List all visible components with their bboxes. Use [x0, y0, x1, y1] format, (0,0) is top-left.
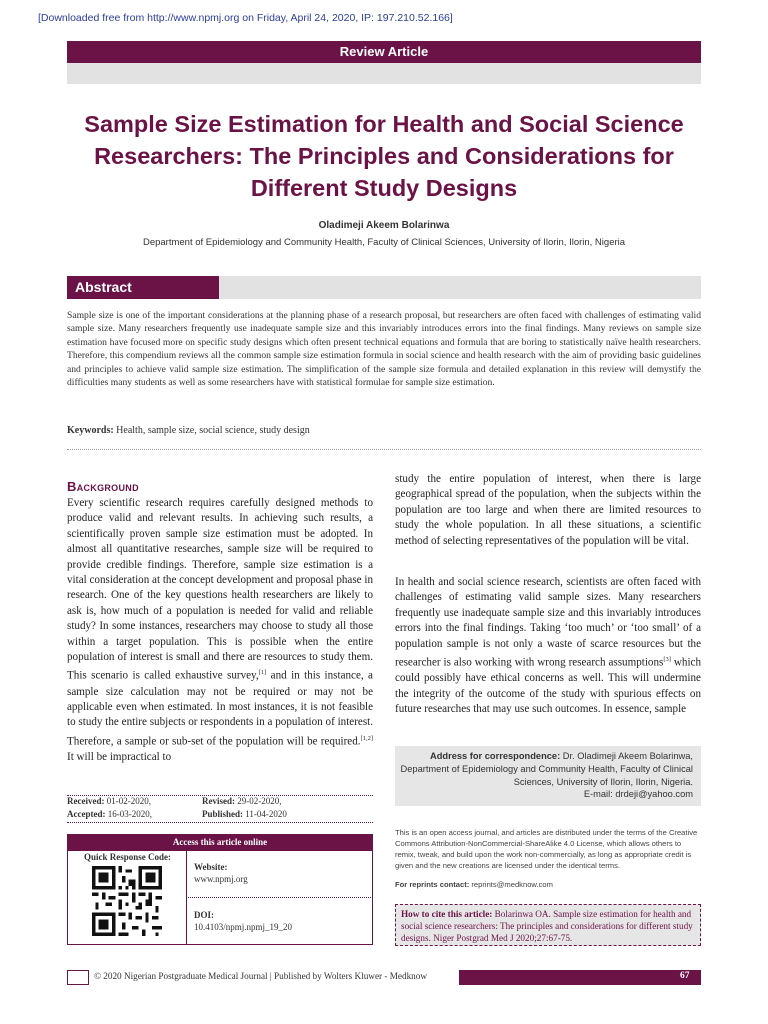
reprints-contact [395, 880, 553, 889]
received-date: 01-02-2020, [104, 796, 151, 806]
dates-divider-bottom [67, 822, 373, 823]
correspondence-institution: Sciences, University of Ilorin, Ilorin, Nigeria. [513, 776, 693, 787]
how-to-cite-text: Bolarinwa OA. Sample size estimation for health and social science researchers: The principles and considerations for different study designs. Niger Postgrad Med J 2020;27:67-75. [401, 909, 693, 944]
correspondence-dept: Department of Epidemiology and Community Health, Faculty of Clinical [400, 763, 693, 774]
article-dates [67, 796, 373, 819]
doi-label: DOI: [194, 910, 214, 920]
footer-copyright: © 2020 Nigerian Postgraduate Medical Journal | Published by Wolters Kluwer - Medknow [94, 971, 427, 981]
citation-ref-2[interactable]: [1,2] [360, 734, 373, 742]
reprints-email[interactable]: reprints@medknow.com [469, 880, 553, 889]
correspondence-name: Dr. Oladimeji Akeem Bolarinwa, [560, 751, 693, 761]
abstract-text: Sample size is one of the important considerations at the planning phase of a research proposal, but researchers are often faced with challenges of estimating valid sample size. Many researchers frequently use inadequate sample size and this invariably introduces errors into the final findings. Many reviews on sample size estimation have focused more on specific study designs which often present technical equations and formula that are boring to statistically naïve health researchers. Therefore, this compendium reviews all the common sample size estimation formula in social science and health research with the aim of providing basic guidelines and principles to achieve valid sample size estimation. The simplification of the sample size formula and detailed explanation in this review will demystify the difficulties many students as well as some researchers have with statistical formulae for sample size estimation. [67, 310, 701, 389]
download-notice: [Downloaded free from http://www.npmj.org on Friday, April 24, 2020, IP: 197.210.52.166] [38, 12, 453, 24]
how-to-cite-box [395, 904, 701, 946]
background-right-paragraph-1: study the entire population of interest, when there is large geographical spread of the population, when the subjects within the population are too large and when there are limited resources to study the whole population. In all these situations, a scientific method of selecting representatives of the population will be vital. [395, 473, 701, 547]
access-online-banner: Access this article online [67, 834, 373, 850]
website-link[interactable]: www.npmj.org [194, 874, 248, 884]
abstract-heading: Abstract [67, 276, 219, 299]
page-number: 67 [680, 971, 690, 981]
published-date: 11-04-2020 [243, 809, 287, 819]
keywords-label: Keywords: [67, 425, 114, 436]
qr-code-label: Quick Response Code: [84, 852, 172, 862]
how-to-cite-label: How to cite this article: [401, 909, 493, 919]
website-label: Website: [194, 862, 228, 872]
qr-code-icon[interactable] [92, 866, 162, 936]
correspondence-box [395, 746, 701, 806]
background-right-paragraph-2 [395, 575, 701, 717]
access-box-hline [186, 897, 373, 898]
abstract-divider [67, 449, 701, 450]
background-paragraph-2: In health and social science research, scientists are often faced with challenges of estimating valid sample sizes. Many researchers frequently use inadequate sample size and this invariably introduces errors into the final findings. Taking ‘too much’ or ‘too small’ of a population sample is not only a waste of scarce resources but the researcher is also working with wrong research assumptions [395, 576, 701, 669]
accepted-date: 16-03-2020, [105, 809, 152, 819]
correspondence-email[interactable]: E-mail: drdeji@yahoo.com [583, 789, 693, 800]
citation-ref-1[interactable]: [1] [258, 669, 267, 677]
citation-ref-3[interactable]: [3] [663, 656, 671, 664]
revised-date: 29-02-2020, [235, 796, 282, 806]
license-notice: This is an open access journal, and articles are distributed under the terms of the Creative Commons Attribution-NonCommercial-ShareAlike 4.0 License, which allows others to remix, tweak, and build upon the work non-commercially, as long as appropriate credit is given and the new creations are licensed under the identical terms. [395, 828, 698, 870]
background-paragraph-1-end: It will be impractical to [67, 750, 172, 763]
background-paragraph-1-cont: and in this instance, a sample size calculation may not be required or may not be applicable even when estimated. In most instances, it is not feasible to study the entire subjects or respondents in a population of interest. Therefore, a sample or sub-set of the population will be required. [67, 670, 373, 748]
keywords-list: Health, sample size, social science, study design [116, 425, 310, 436]
header-gray-band [67, 63, 701, 84]
correspondence-label: Address for correspondence: [430, 751, 561, 761]
article-title: Sample Size Estimation for Health and Social Science Researchers: The Principles and Considerations for Different Study Designs [84, 111, 684, 201]
revised-label: Revised: [202, 796, 235, 806]
published-label: Published: [202, 809, 244, 819]
accepted-label: Accepted: [67, 809, 106, 819]
background-left-column [67, 496, 373, 765]
background-paragraph-1: Every scientific research requires carefully designed methods to produce valid and relevant results. In achieving such results, a scientifically proven sample size estimation must be adopted. In almost all quantitative researches, sample size will be required to provide credible findings. Therefore, sample size estimation is a vital consideration at the concept development and proposal phase in research. One of the key questions health researchers are likely to ask is, how much of a population is needed for valid and reliable study? In some instances, researchers may choose to study all those within a target population. This is possible when the entire population of interest is small and there are resources to study them. This scenario is called exhaustive survey, [67, 497, 373, 683]
author-name: Oladimeji Akeem Bolarinwa [318, 220, 450, 231]
author-affiliation: Department of Epidemiology and Community Health, Faculty of Clinical Sciences, University of Ilorin, Ilorin, Nigeria [142, 237, 626, 248]
background-heading: Background [67, 479, 139, 494]
received-label: Received: [67, 796, 105, 806]
keywords [67, 425, 701, 436]
doi-link[interactable]: 10.4103/npmj.npmj_19_20 [194, 922, 293, 932]
article-type-banner: Review Article [67, 41, 701, 63]
footer-left-tab [67, 970, 89, 985]
background-paragraph-2-cont: which could possibly have ethical concerns as well. This will undermine the integrity of the outcome of the study with spurious effects on future researches that may use such outcomes. In essence, sample [395, 656, 701, 715]
reprints-label: For reprints contact: [395, 880, 470, 889]
